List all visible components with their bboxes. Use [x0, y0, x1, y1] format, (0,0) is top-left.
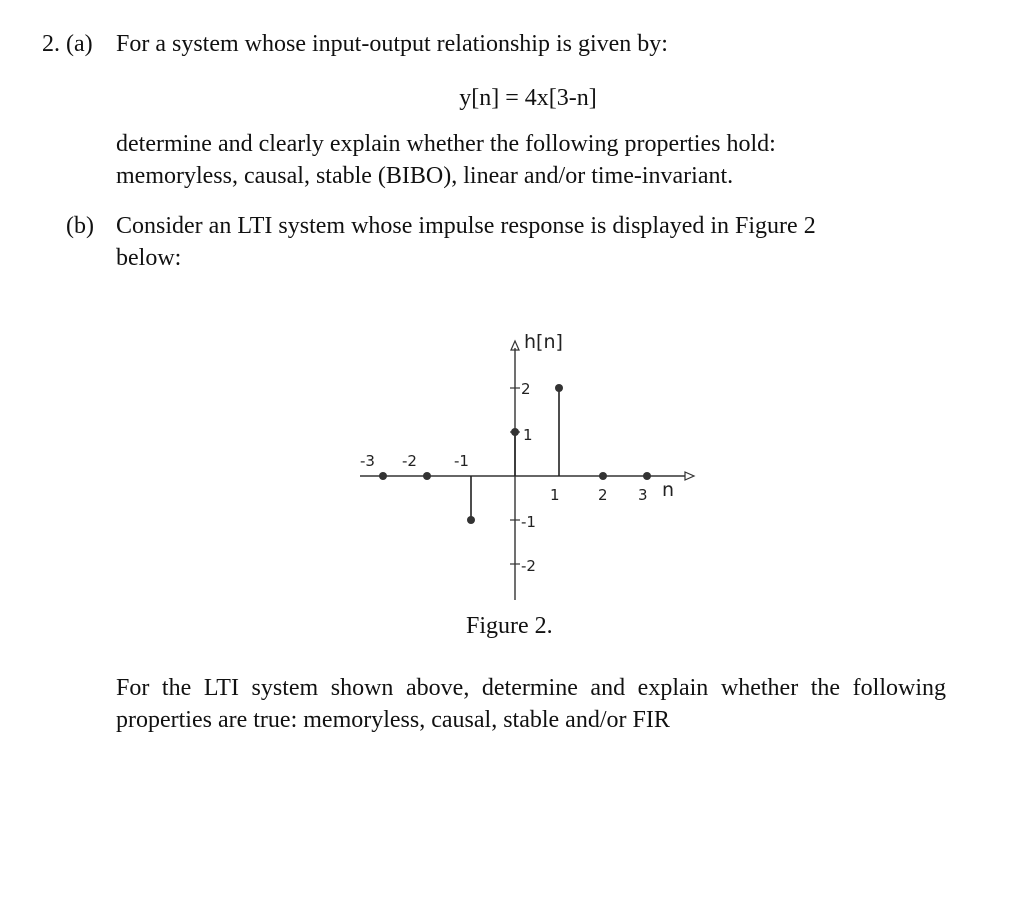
- part-b-label: (b): [66, 213, 94, 239]
- part-b-question: For the LTI system shown above, determine and explain whether the following properties are true: memoryless, causal, stable and/or FIR: [116, 675, 946, 733]
- y-tick-label-2: 2: [521, 380, 531, 398]
- stem-point-n1: [555, 384, 563, 392]
- x-tick-label-minus-2: -2: [402, 452, 417, 470]
- stem-point-n3: [643, 472, 651, 480]
- x-tick-label-3: 3: [638, 486, 648, 504]
- x-axis-label: n: [662, 479, 675, 501]
- plot-title: h[n]: [524, 331, 563, 353]
- x-tick-label-minus-1: -1: [454, 452, 469, 470]
- x-axis-arrow: [685, 472, 694, 480]
- part-a-label: (a): [66, 31, 93, 57]
- part-b-line-2: below:: [116, 245, 182, 271]
- part-a-line-2: memoryless, causal, stable (BIBO), linear and/or time-invariant.: [116, 163, 734, 189]
- stem-point-n-2: [423, 472, 431, 480]
- question-number: 2.: [42, 31, 60, 57]
- impulse-response-figure: [340, 320, 700, 610]
- y-tick-label-minus-1: -1: [521, 513, 536, 531]
- stem-point-n2: [599, 472, 607, 480]
- y-tick-label-minus-2: -2: [521, 557, 536, 575]
- y-tick-label-1: 1: [523, 426, 533, 444]
- x-tick-label-1: 1: [550, 486, 560, 504]
- part-a-line-1: determine and clearly explain whether the following properties hold:: [116, 131, 776, 157]
- x-tick-label-minus-3: -3: [360, 452, 375, 470]
- x-tick-label-2: 2: [598, 486, 608, 504]
- figure-caption: Figure 2.: [466, 613, 553, 639]
- stem-point-n-3: [379, 472, 387, 480]
- stem-point-n-1: [467, 516, 475, 524]
- impulse-response-plot: [340, 320, 700, 610]
- part-b-line-1: Consider an LTI system whose impulse response is displayed in Figure 2: [116, 213, 816, 239]
- equation: y[n] = 4x[3-n]: [459, 85, 597, 111]
- stem-point-n0: [511, 428, 519, 436]
- part-a-intro: For a system whose input-output relationship is given by:: [116, 31, 668, 57]
